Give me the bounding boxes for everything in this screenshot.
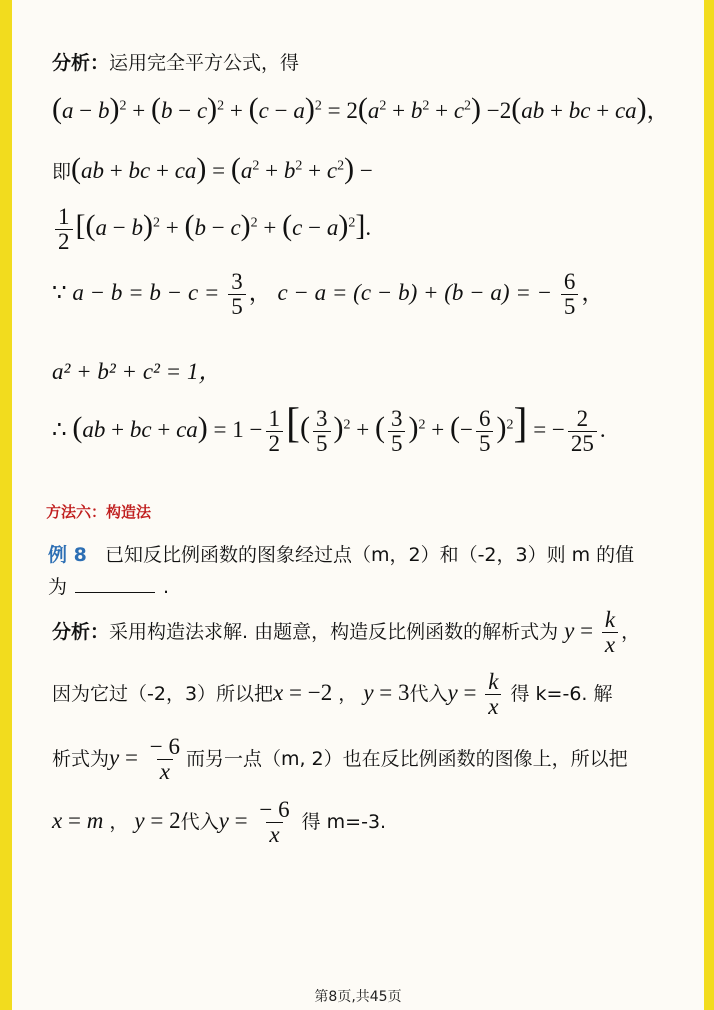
analysis2-text4c: 得 m=-3.: [301, 810, 387, 833]
analysis2-line4: x = m ， y = 2代入y = $\frac{- 6}{x}$ 得 m=-3.: [52, 797, 387, 848]
analysis2-text3a: 析式为: [52, 747, 110, 770]
given-sep: ，: [248, 279, 272, 305]
analysis2-line3: 析式为y = $\frac{- 6}{x}$ 而另一点（m, 2）也在反比例函数的图像上，所以把: [52, 734, 628, 785]
final-num: 2: [576, 406, 589, 432]
equation-result: ∴ (ab + bc + ca) = 1 − $\frac{1}{2}$ [( $\frac{3}{5}$ )$^2$ + ( $\frac{3}{5}$ )$^2$ + (− $\frac{6}{5}$ )$^2$] = − $\frac{2}{25}$ .: [52, 401, 606, 457]
analysis2-text2c: 得 k=-6. 解: [510, 682, 613, 705]
equation-expansion: $(a - b)^2 + (b - c)^2 + (c - a)^2 = 2(a^2 + b^2 + c^2) -2(ab$ + bc + ca)，: [52, 92, 670, 125]
eq3-end: .: [365, 214, 372, 240]
final-eq: = −: [533, 417, 565, 442]
example-8-end: .: [163, 576, 170, 598]
half-num: 1: [268, 406, 280, 432]
example-8-label: 例 8: [48, 544, 87, 566]
analysis2-text1: 采用构造法求解. 由题意，构造反比例函数的解析式为: [109, 620, 559, 643]
analysis2-text3b: 而另一点（m, 2）也在反比例函数的图像上，所以把: [185, 747, 628, 770]
method-six-heading: 方法六：构造法: [46, 503, 152, 521]
page-number: 第8页,共45页: [314, 989, 402, 1005]
analysis2-line2: 因为它过（-2，3）所以把x = −2 ， y = 3代入y = $\frac{k}{x}$ 得 k=-6. 解: [52, 669, 613, 720]
analysis-intro: 运用完全平方公式，得: [109, 52, 300, 74]
therefore-symbol: ∴: [52, 417, 67, 442]
answer-blank: [75, 592, 155, 593]
frac-num-6: 6: [563, 269, 576, 294]
analysis2-text4b: 代入: [180, 810, 219, 833]
frac-num-3: 3: [231, 269, 243, 294]
equation-ab-bc-ca: 即(ab + bc + $ca) = (a^2 + b^2 + c^2)$ −: [52, 152, 373, 185]
frac-den-5b: 5: [561, 294, 579, 319]
final-den: 25: [568, 431, 597, 456]
example-8-text: 已知反比例函数的图象经过点（m，2）和（-2，3）则 m 的值: [104, 544, 635, 566]
ab-equation: a − b = b − c =: [72, 279, 220, 305]
eq1-coef-two: = 2: [327, 98, 358, 123]
half-den: 2: [266, 431, 284, 456]
example-8-line1: [48, 540, 634, 567]
left-yellow-border: [0, 0, 12, 1010]
analysis2-text2b: 代入: [409, 682, 448, 705]
given-end: ，: [581, 279, 605, 305]
eq1-coef-minus-two: −2: [486, 98, 512, 123]
example-8-wei: 为: [48, 576, 68, 598]
one-minus: = 1 −: [213, 417, 263, 442]
ca-equation: c − a = (c − b) + (b − a) = −: [277, 279, 553, 305]
right-yellow-border: [704, 0, 714, 1010]
frac-den-5: 5: [228, 294, 246, 319]
equation-sum-squares: a² + b² + c² = 1，: [52, 359, 222, 384]
document-page: [12, 0, 704, 1010]
ji-label: 即: [52, 161, 72, 183]
final-end: .: [599, 417, 606, 442]
because-symbol: ∵: [52, 279, 67, 305]
analysis2-text2a: 因为它过（-2，3）所以把: [52, 682, 274, 705]
eq1-end: ，: [646, 98, 670, 123]
analysis-label: 分析：: [52, 52, 110, 74]
example-8-line2: [48, 572, 169, 599]
analysis-line: [52, 48, 299, 75]
analysis2-label: 分析：: [52, 620, 110, 643]
equation-given-diffs: [52, 270, 604, 319]
equation-half-bracket: $\frac{1}{2}$ $[(a - b)^2 + (b - c)^2 + (c - a)^2]$.: [52, 205, 371, 254]
analysis2-line1: 分析：采用构造法求解. 由题意，构造反比例函数的解析式为 y = $\frac{k}{x}$ ，: [52, 607, 641, 658]
